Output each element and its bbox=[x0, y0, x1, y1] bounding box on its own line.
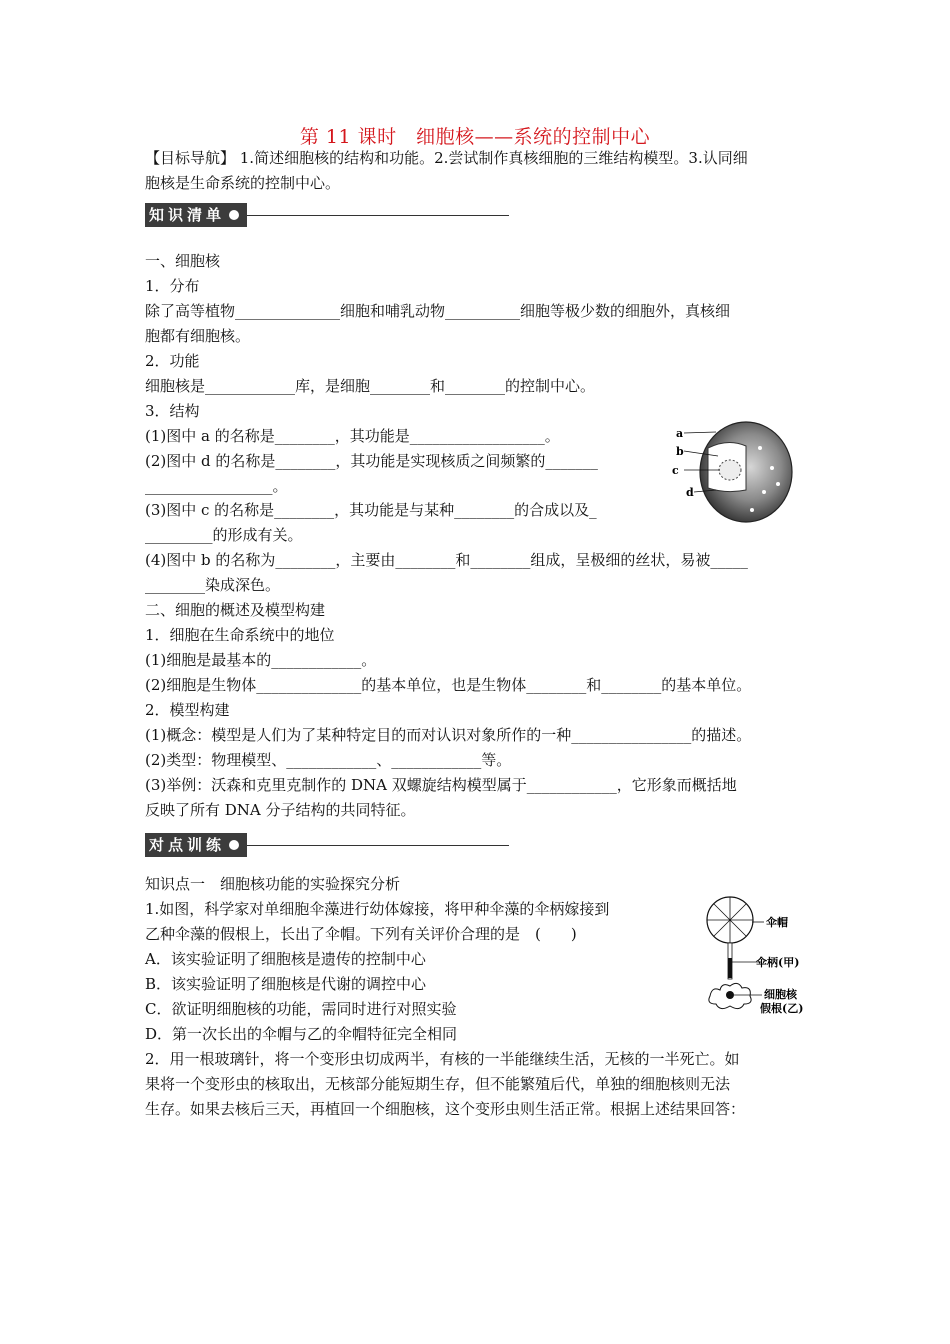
text-line: 2．用一根玻璃针，将一个变形虫切成两半，有核的一半能继续生活，无核的一半死亡。如 bbox=[145, 1050, 740, 1068]
banner-label: 对点训练 bbox=[149, 836, 226, 854]
text-line: _________________。 bbox=[145, 477, 288, 495]
section-banner-practice bbox=[145, 833, 509, 857]
text-line: 1.如图，科学家对单细胞伞藻进行幼体嫁接，将甲种伞藻的伞柄嫁接到 bbox=[145, 900, 610, 918]
text-line: 除了高等植物______________细胞和哺乳动物__________细胞等极少数的细胞外，真核细 bbox=[145, 302, 731, 320]
algae-label-stalk: 伞柄(甲) bbox=[756, 956, 800, 969]
text-line: 反映了所有 DNA 分子结构的共同特征。 bbox=[145, 801, 416, 819]
answer-option-d: D．第一次长出的伞帽与乙的伞帽特征完全相同 bbox=[145, 1025, 458, 1043]
text-line: 1．细胞在生命系统中的地位 bbox=[145, 626, 335, 644]
text-line: 一、细胞核 bbox=[145, 252, 221, 270]
page-title: 第 11 课时 细胞核——系统的控制中心 bbox=[299, 126, 651, 148]
text-line: 生存。如果去核后三天，再植回一个细胞核，这个变形虫则生活正常。根据上述结果回答： bbox=[145, 1100, 746, 1118]
banner-label: 知识清单 bbox=[149, 206, 226, 224]
text-line: (2)细胞是生物体______________的基本单位，也是生物体________和________的基本单位。 bbox=[145, 676, 752, 694]
text-line: (1)概念：模型是人们为了某种特定目的而对认识对象所作的一种________________的描述。 bbox=[145, 726, 752, 744]
text-line: (4)图中 b 的名称为________，主要由________和________组成，呈极细的丝状，易被_____ bbox=[145, 551, 748, 569]
text-line: 3．结构 bbox=[145, 402, 200, 420]
nucleus-label-b: b bbox=[676, 445, 684, 458]
text-line: 知识点一 细胞核功能的实验探究分析 bbox=[145, 875, 401, 893]
nucleus-figure bbox=[668, 418, 800, 528]
dot-icon bbox=[229, 840, 239, 850]
nucleus-dot bbox=[726, 991, 734, 999]
dot-icon bbox=[229, 210, 239, 220]
text-line: (2)图中 d 的名称是________，其功能是实现核质之间频繁的_______ bbox=[145, 452, 598, 470]
divider bbox=[247, 215, 509, 216]
answer-option-b: B．该实验证明了细胞核是代谢的调控中心 bbox=[145, 975, 427, 993]
text-line: _________的形成有关。 bbox=[145, 526, 303, 544]
answer-option-a: A．该实验证明了细胞核是遗传的控制中心 bbox=[145, 950, 426, 968]
text-line: 果将一个变形虫的核取出，无核部分能短期生存，但不能繁殖后代，单独的细胞核则无法 bbox=[145, 1075, 731, 1093]
nucleus-label-d: d bbox=[686, 486, 694, 499]
text-line: 胞都有细胞核。 bbox=[145, 327, 251, 345]
section-banner-knowledge bbox=[145, 203, 509, 227]
goals-line-2: 胞核是生命系统的控制中心。 bbox=[145, 174, 341, 192]
goals-line-1: 【目标导航】 1.简述细胞核的结构和功能。2.尝试制作真核细胞的三维结构模型。3.认同细 bbox=[145, 149, 748, 167]
text-line: 2．模型构建 bbox=[145, 701, 230, 719]
answer-option-c: C．欲证明细胞核的功能，需同时进行对照实验 bbox=[145, 1000, 457, 1018]
text-line: ________染成深色。 bbox=[145, 576, 281, 594]
text-line: 2．功能 bbox=[145, 352, 200, 370]
algae-label-nucleus: 细胞核 bbox=[764, 988, 797, 1001]
nucleus-label-a: a bbox=[676, 427, 684, 440]
text-line: (3)图中 c 的名称是________，其功能是与某种________的合成以及_ bbox=[145, 501, 597, 519]
text-line: 1．分布 bbox=[145, 277, 200, 295]
text-line: (3)举例：沃森和克里克制作的 DNA 双螺旋结构模型属于____________，它形象而概括地 bbox=[145, 776, 737, 794]
text-line: 乙种伞藻的假根上，长出了伞帽。下列有关评价合理的是 ( ) bbox=[145, 925, 577, 943]
text-line: 二、细胞的概述及模型构建 bbox=[145, 601, 326, 619]
nucleus-label-c: c bbox=[672, 464, 679, 477]
text-line: 细胞核是____________库，是细胞________和________的控制中心。 bbox=[145, 377, 596, 395]
algae-label-rhizoid: 假根(乙) bbox=[760, 1002, 804, 1015]
text-line: (1)细胞是最基本的____________。 bbox=[145, 651, 377, 669]
divider bbox=[247, 845, 509, 846]
text-line: (1)图中 a 的名称是________，其功能是__________________。 bbox=[145, 427, 560, 445]
algae-label-cap: 伞帽 bbox=[766, 916, 788, 929]
text-line: (2)类型：物理模型、____________、____________等。 bbox=[145, 751, 512, 769]
acetabularia-figure bbox=[700, 894, 812, 1018]
nucleolus-shape bbox=[719, 460, 741, 480]
